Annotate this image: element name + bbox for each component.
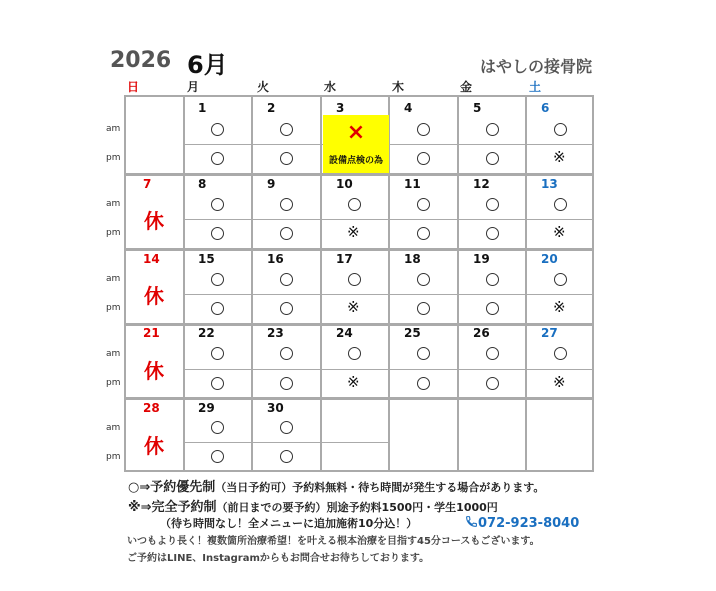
available-mark [211,421,224,434]
available-mark [211,302,224,315]
reservation-only-mark: ※ [347,298,360,316]
grid-line [184,144,594,145]
grid-line [183,97,185,470]
grid-line [126,323,592,326]
available-mark [348,273,361,286]
grid-line [126,248,592,251]
phone-icon [465,515,478,528]
day-number: 9 [267,177,276,191]
available-mark [280,302,293,315]
note-text: 別途予約料1500円・学生1000円 [326,501,498,514]
day-number: 14 [143,252,160,266]
available-mark [486,227,499,240]
available-mark [280,123,293,136]
calendar-year: 2026 [110,48,172,73]
available-mark [417,273,430,286]
available-mark [280,347,293,360]
weekday-mon: 月 [187,80,200,94]
holiday-label: 休 [144,209,164,233]
reservation-only-mark: ※ [553,373,566,391]
available-mark [211,227,224,240]
grid-line [457,97,459,470]
day-number: 16 [267,252,284,266]
grid-line [126,173,592,176]
available-mark [280,377,293,390]
day-number: 26 [473,326,490,340]
grid-line [184,219,594,220]
note-priority-reservation [128,476,544,495]
available-mark [348,347,361,360]
day-number: 21 [143,326,160,340]
am-label: am [106,274,121,284]
available-mark [211,123,224,136]
reserve-symbol: ※⇒ [128,500,152,515]
closed-mark: × [346,120,366,145]
day-number: 10 [336,177,353,191]
weekday-tue: 火 [257,80,270,94]
day-number: 7 [143,177,152,191]
available-mark [211,347,224,360]
weekday-wed: 水 [324,80,337,94]
day-number: 29 [198,401,215,415]
day-number: 11 [404,177,421,191]
available-mark [211,152,224,165]
day-number: 15 [198,252,215,266]
day-number: 6 [541,101,550,115]
available-mark [554,273,567,286]
closed-note: 設備点検の為 [328,156,383,166]
available-mark [554,123,567,136]
grid-line [184,442,389,443]
day-number: 18 [404,252,421,266]
pm-label: pm [106,153,121,163]
reservation-only-mark: ※ [553,298,566,316]
clinic-name: はやしの接骨院 [480,57,593,76]
reservation-only-mark: ※ [347,223,360,241]
available-mark [211,450,224,463]
day-number: 5 [473,101,482,115]
note-paren: （前日までの要予約） [216,501,327,514]
weekday-fri: 金 [460,80,473,94]
am-label: am [106,349,121,359]
note-no-wait: （待ち時間なし！全メニューに追加施術10分込！） [160,517,418,530]
day-number: 3 [336,101,345,115]
calendar-grid [124,95,594,472]
available-mark [280,152,293,165]
phone-text: 072-923-8040 [478,516,580,531]
day-number: 13 [541,177,558,191]
available-mark [417,302,430,315]
available-mark [486,273,499,286]
am-label: am [106,423,121,433]
pm-label: pm [106,303,121,313]
available-mark [486,198,499,211]
pm-label: pm [106,378,121,388]
day-number: 22 [198,326,215,340]
day-number: 4 [404,101,413,115]
grid-line [251,97,253,470]
closed-day-cell [323,115,389,173]
day-number: 27 [541,326,558,340]
note-45min-course: いつもより長く！複数箇所治療希望！を叶える根本治療を目指す45分コースもございます。 [127,536,540,547]
note-text: 予約料無料・待ち時間が発生する場合があります。 [292,481,545,494]
day-number: 24 [336,326,353,340]
day-number: 8 [198,177,207,191]
weekday-sun: 日 [127,80,140,94]
reservation-only-mark: ※ [553,148,566,166]
available-mark [417,227,430,240]
day-number: 19 [473,252,490,266]
pm-label: pm [106,228,121,238]
day-number: 1 [198,101,207,115]
am-label: am [106,199,121,209]
grid-line [320,97,322,470]
holiday-label: 休 [144,434,164,458]
available-mark [486,347,499,360]
available-mark [211,377,224,390]
available-mark [417,152,430,165]
available-mark [486,377,499,390]
available-mark [417,377,430,390]
available-mark [211,273,224,286]
available-mark [417,347,430,360]
grid-line [126,397,592,400]
open-symbol: ○⇒ [128,480,151,495]
note-paren: （当日予約可） [215,481,293,494]
am-label: am [106,124,121,134]
available-mark [280,450,293,463]
holiday-label: 休 [144,359,164,383]
calendar-month: 6月 [187,51,228,79]
day-number: 23 [267,326,284,340]
note-full-reservation [128,496,498,515]
available-mark [280,273,293,286]
available-mark [280,421,293,434]
grid-line [525,97,527,470]
available-mark [486,152,499,165]
weekday-thu: 木 [392,80,405,94]
day-number: 30 [267,401,284,415]
available-mark [554,198,567,211]
phone-number[interactable] [465,515,579,531]
available-mark [417,123,430,136]
available-mark [417,198,430,211]
holiday-label: 休 [144,284,164,308]
day-number: 25 [404,326,421,340]
weekday-sat: 土 [529,80,542,94]
note-heading: 完全予約制 [151,500,217,515]
day-number: 20 [541,252,558,266]
day-number: 12 [473,177,490,191]
reservation-only-mark: ※ [347,373,360,391]
day-number: 17 [336,252,353,266]
grid-line [184,369,594,370]
note-line-instagram: ご予約はLINE、Instagramからもお問合せお待ちしております。 [127,553,430,564]
day-number: 28 [143,401,160,415]
day-number: 2 [267,101,276,115]
available-mark [486,302,499,315]
pm-label: pm [106,452,121,462]
available-mark [211,198,224,211]
reservation-only-mark: ※ [553,223,566,241]
available-mark [280,227,293,240]
available-mark [280,198,293,211]
available-mark [554,347,567,360]
grid-line [184,294,594,295]
available-mark [486,123,499,136]
note-heading: 予約優先制 [150,480,216,495]
available-mark [348,198,361,211]
